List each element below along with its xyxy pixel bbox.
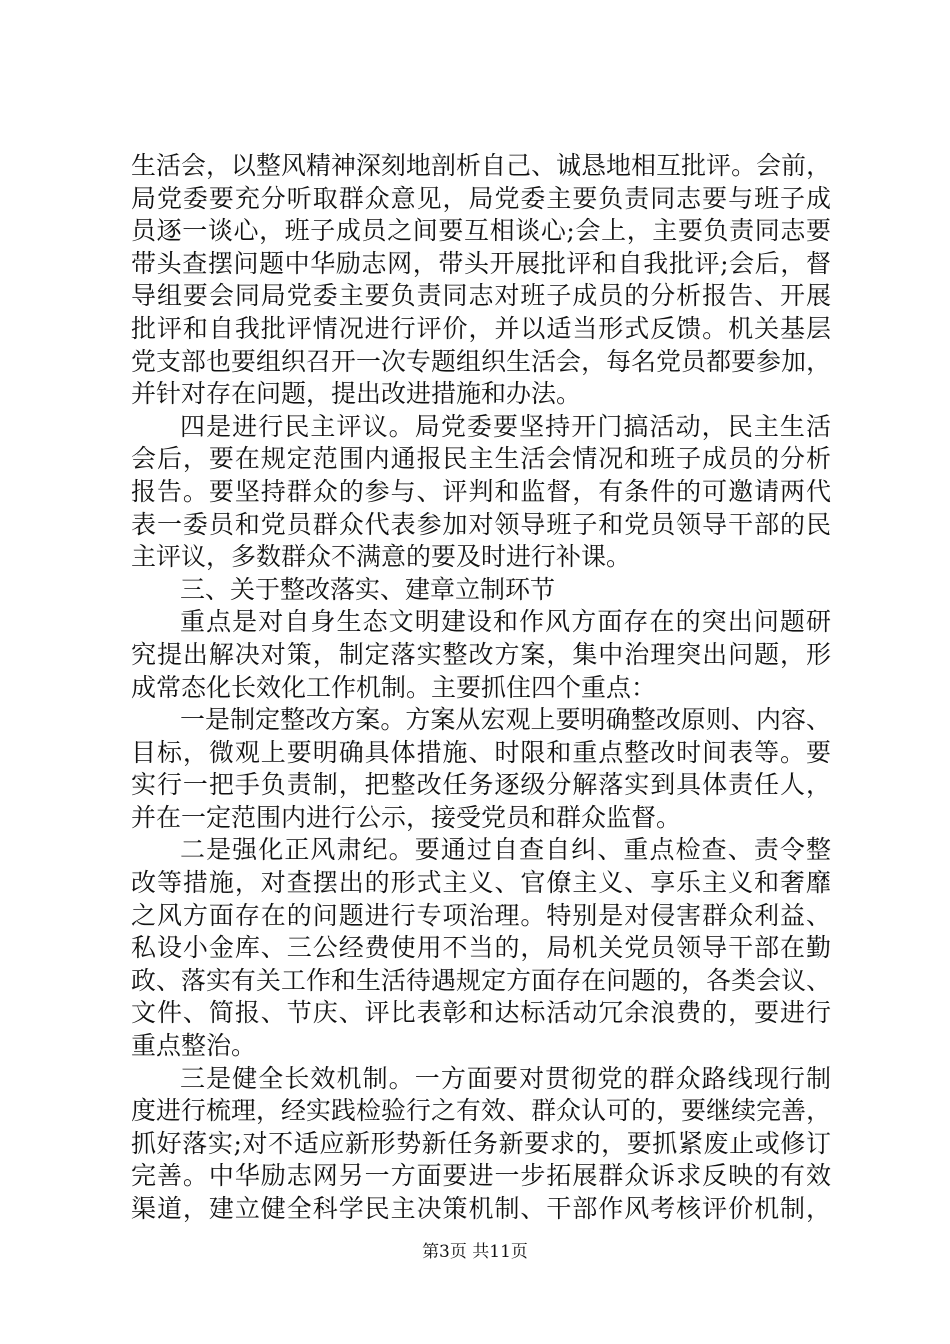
text-line: 生活会，以整风精神深刻地剖析自己、诚恳地相互批评。会前， xyxy=(131,151,831,180)
text-line: 报告。要坚持群众的参与、评判和监督，有条件的可邀请两代 xyxy=(131,476,831,506)
text-line: 主评议，多数群众不满意的要及时进行补课。 xyxy=(131,542,632,572)
text-line: 目标，微观上要明确具体措施、时限和重点整改时间表等。要 xyxy=(131,737,831,767)
page-number-footer: 第3页 共11页 xyxy=(422,1242,528,1262)
text-line: 政、落实有关工作和生活待遇规定方面存在问题的，各类会议、 xyxy=(131,965,831,995)
text-line: 并针对存在问题，提出改进措施和办法。 xyxy=(131,379,582,409)
text-line: 员逐一谈心，班子成员之间要互相谈心;会上，主要负责同志要 xyxy=(131,216,831,246)
text-line: 实行一把手负责制，把整改任务逐级分解落实到具体责任人， xyxy=(131,770,831,800)
text-line: 党支部也要组织召开一次专题组织生活会，每名党员都要参加， xyxy=(131,346,831,376)
text-line: 完善。中华励志网另一方面要进一步拓展群众诉求反映的有效 xyxy=(131,1161,831,1191)
section-heading: 三、关于整改落实、建章立制环节 xyxy=(180,574,556,604)
text-line: 导组要会同局党委主要负责同志对班子成员的分析报告、开展 xyxy=(131,281,831,311)
text-line: 重点整治。 xyxy=(131,1031,257,1061)
text-line: 文件、简报、节庆、评比表彰和达标活动冗余浪费的，要进行 xyxy=(131,998,831,1028)
paragraph-first-line: 重点是对自身生态文明建设和作风方面存在的突出问题研 xyxy=(180,607,831,637)
text-line: 渠道，建立健全科学民主决策机制、干部作风考核评价机制， xyxy=(131,1194,831,1223)
paragraph-first-line: 二是强化正风肃纪。要通过自查自纠、重点检查、责令整 xyxy=(180,835,831,865)
paragraph-first-line: 一是制定整改方案。方案从宏观上要明确整改原则、内容、 xyxy=(180,705,831,735)
text-line: 改等措施，对查摆出的形式主义、官僚主义、享乐主义和奢靡 xyxy=(131,868,831,898)
text-line: 之风方面存在的问题进行专项治理。特别是对侵害群众利益、 xyxy=(131,900,831,930)
text-line: 私设小金库、三公经费使用不当的，局机关党员领导干部在勤 xyxy=(131,933,831,963)
document-body xyxy=(131,150,831,1226)
text-line: 抓好落实;对不适应新形势新任务新要求的，要抓紧废止或修订 xyxy=(131,1128,831,1158)
text-line: 并在一定范围内进行公示，接受党员和群众监督。 xyxy=(131,802,682,832)
text-line: 带头查摆问题中华励志网，带头开展批评和自我批评;会后，督 xyxy=(131,248,831,278)
paragraph-first-line: 三是健全长效机制。一方面要对贯彻党的群众路线现行制 xyxy=(180,1063,831,1093)
text-line: 度进行梳理，经实践检验行之有效、群众认可的，要继续完善， xyxy=(131,1096,831,1126)
text-line: 成常态化长效化工作机制。主要抓住四个重点： xyxy=(131,672,657,702)
text-line: 局党委要充分听取群众意见，局党委主要负责同志要与班子成 xyxy=(131,183,831,213)
text-line: 会后，要在规定范围内通报民主生活会情况和班子成员的分析 xyxy=(131,444,831,474)
text-line: 表一委员和党员群众代表参加对领导班子和党员领导干部的民 xyxy=(131,509,831,539)
paragraph-first-line: 四是进行民主评议。局党委要坚持开门搞活动，民主生活 xyxy=(180,411,831,441)
text-line: 批评和自我批评情况进行评价，并以适当形式反馈。机关基层 xyxy=(131,313,831,343)
text-line: 究提出解决对策，制定落实整改方案，集中治理突出问题，形 xyxy=(131,639,831,669)
